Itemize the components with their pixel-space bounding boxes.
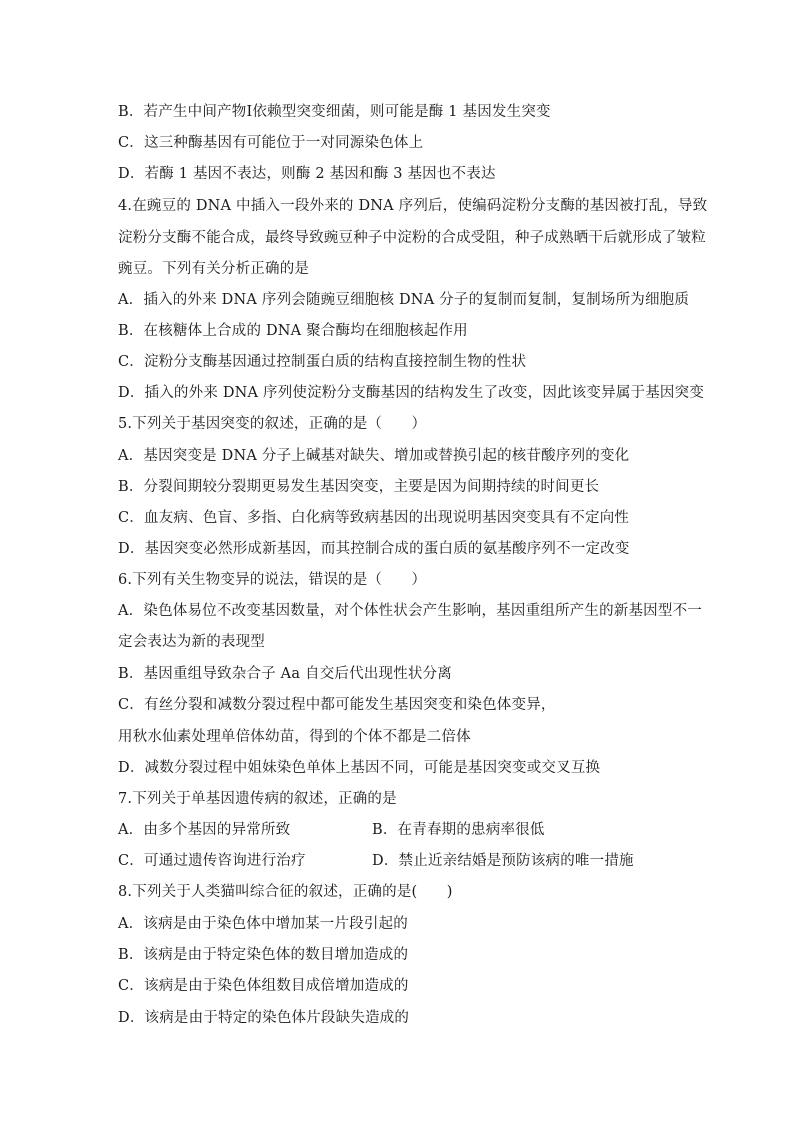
q8-option-c: C．该病是由于染色体组数目成倍增加造成的 bbox=[118, 978, 409, 994]
q8-option-a: A．该病是由于染色体中增加某一片段引起的 bbox=[118, 916, 408, 932]
q3-option-d: D．若酶 1 基因不表达，则酶 2 基因和酶 3 基因也不表达 bbox=[118, 166, 496, 182]
q4-stem-line-3: 豌豆。下列有关分析正确的是 bbox=[118, 261, 310, 277]
q8-option-d: D．该病是由于特定的染色体片段缺失造成的 bbox=[118, 1010, 410, 1026]
q6-option-c-line-2: 用秋水仙素处理单倍体幼苗，得到的个体不都是二倍体 bbox=[118, 729, 471, 745]
q4-stem-line-2: 淀粉分支酶不能合成，最终导致豌豆种子中淀粉的合成受阻，种子成熟晒干后就形成了皱粒 bbox=[118, 230, 706, 246]
q7-option-a: A．由多个基因的异常所致 bbox=[118, 822, 291, 838]
q7-option-c: C．可通过遗传咨询进行治疗 bbox=[118, 853, 306, 869]
q6-option-b: B．基因重组导致杂合子 Aa 自交后代出现性状分离 bbox=[118, 666, 452, 682]
q6-option-d: D．减数分裂过程中姐妹染色单体上基因不同，可能是基因突变或交叉互换 bbox=[118, 760, 601, 776]
q6-option-a-line-1: A．染色体易位不改变基因数量，对个体性状会产生影响，基因重组所产生的新基因型不一 bbox=[118, 603, 702, 619]
q4-option-a: A．插入的外来 DNA 序列会随豌豆细胞核 DNA 分子的复制而复制，复制场所为细胞质 bbox=[118, 292, 690, 308]
q7-option-d: D．禁止近亲结婚是预防该病的唯一措施 bbox=[372, 853, 634, 869]
q5-option-d: D．基因突变必然形成新基因，而其控制合成的蛋白质的氨基酸序列不一定改变 bbox=[118, 541, 630, 557]
q5-option-c: C．血友病、色盲、多指、白化病等致病基因的出现说明基因突变具有不定向性 bbox=[118, 510, 630, 526]
q8-stem: 8.下列关于人类猫叫综合征的叙述，正确的是( ) bbox=[118, 884, 453, 900]
q4-option-b: B．在核糖体上合成的 DNA 聚合酶均在细胞核起作用 bbox=[118, 323, 468, 339]
q8-option-b: B．该病是由于特定染色体的数目增加造成的 bbox=[118, 947, 409, 963]
q3-option-c: C．这三种酶基因有可能位于一对同源染色体上 bbox=[118, 135, 424, 151]
q6-option-c-line-1: C．有丝分裂和减数分裂过程中都可能发生基因突变和染色体变异， bbox=[118, 697, 556, 713]
q4-stem-line-1: 4.在豌豆的 DNA 中插入一段外来的 DNA 序列后，使编码淀粉分支酶的基因被打乱，导致 bbox=[118, 198, 708, 214]
q7-option-b: B．在青春期的患病率很低 bbox=[372, 822, 545, 838]
q6-stem: 6.下列有关生物变异的说法，错误的是（ ） bbox=[118, 572, 427, 588]
q5-option-b: B．分裂间期较分裂期更易发生基因突变，主要是因为间期持续的时间更长 bbox=[118, 479, 600, 495]
q4-option-d: D．插入的外来 DNA 序列使淀粉分支酶基因的结构发生了改变，因此该变异属于基因突变 bbox=[118, 385, 705, 401]
q3-option-b: B．若产生中间产物Ⅰ依赖型突变细菌，则可能是酶 1 基因发生突变 bbox=[118, 104, 551, 120]
q6-option-a-line-2: 定会表达为新的表现型 bbox=[118, 634, 265, 650]
q5-option-a: A．基因突变是 DNA 分子上碱基对缺失、增加或替换引起的核苷酸序列的变化 bbox=[118, 448, 630, 464]
q4-option-c: C．淀粉分支酶基因通过控制蛋白质的结构直接控制生物的性状 bbox=[118, 354, 527, 370]
q5-stem: 5.下列关于基因突变的叙述，正确的是（ ） bbox=[118, 416, 427, 432]
q7-stem: 7.下列关于单基因遗传病的叙述，正确的是 bbox=[118, 791, 397, 807]
